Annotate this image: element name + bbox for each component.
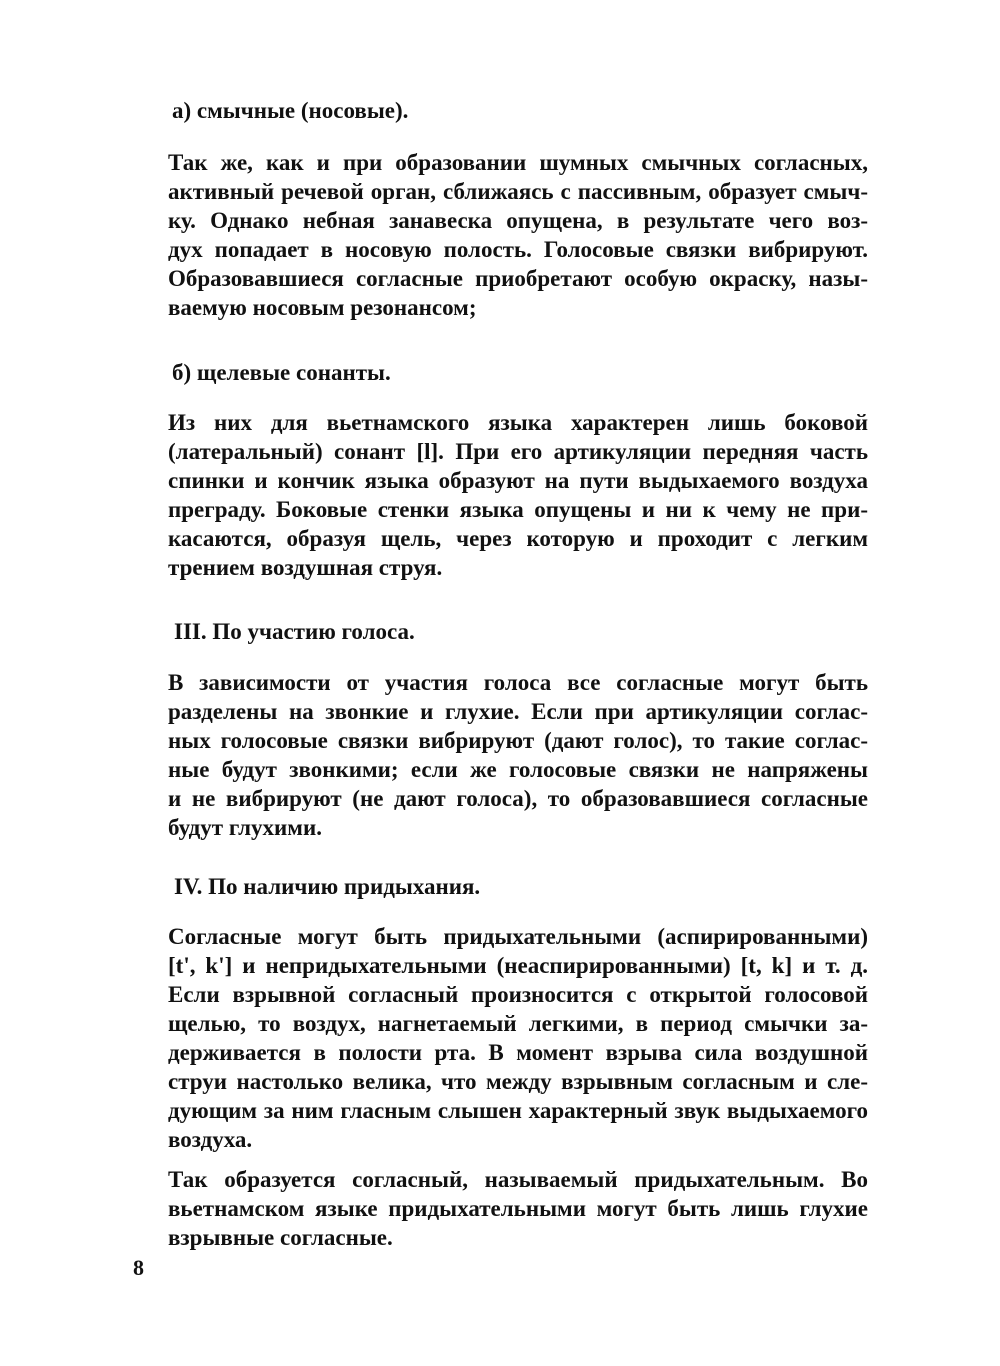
aspiration-heading: IV. По наличию придыхания. <box>174 874 481 899</box>
fricative-para-line: Из них для вьетнамского языка характерен лишь боковой <box>168 410 868 435</box>
aspiration-para-line: [t', k'] и непридыхательными (неаспирированными) [t, k] и т. д. <box>168 953 868 978</box>
voice-para-line: будут глухими. <box>168 815 322 840</box>
nasal-para-line: ку. Однако небная занавеска опущена, в результате чего воз- <box>168 208 868 233</box>
nasal-para-line: активный речевой орган, сближаясь с пассивным, образует смыч- <box>168 179 868 204</box>
fricative-heading: б) щелевые сонанты. <box>172 360 391 385</box>
aspiration-para-line: Если взрывной согласный произносится с открытой голосовой <box>168 982 868 1007</box>
nasal-para-line: Образовавшиеся согласные приобретают особую окраску, назы- <box>168 266 868 291</box>
nasal-para-line: Так же, как и при образовании шумных смычных согласных, <box>168 150 868 175</box>
aspiration-para-line: струи настолько велика, что между взрывным согласным и сле- <box>168 1069 868 1094</box>
fricative-para-line: преграду. Боковые стенки языка опущены и ни к чему не при- <box>168 497 868 522</box>
nasal-para-line: дух попадает в носовую полость. Голосовые связки вибрируют. <box>168 237 868 262</box>
aspiration-para-line: Согласные могут быть придыхательными (аспирированными) <box>168 924 868 949</box>
aspiration-para-line: держивается в полости рта. В момент взрыва сила воздушной <box>168 1040 868 1065</box>
fricative-para-line: (латеральный) сонант [l]. При его артикуляции передняя часть <box>168 439 868 464</box>
fricative-para-line: спинки и кончик языка образуют на пути выдыхаемого воздуха <box>168 468 868 493</box>
voice-heading: III. По участию голоса. <box>174 619 415 644</box>
aspiration-para-line: щелью, то воздух, нагнетаемый легкими, в период смычки за- <box>168 1011 868 1036</box>
voice-para-line: ные будут звонкими; если же голосовые связки не напряжены <box>168 757 868 782</box>
conclusion-para-line: вьетнамском языке придыхательными могут быть лишь глухие <box>168 1196 868 1221</box>
conclusion-para-line: Так образуется согласный, называемый придыхательным. Во <box>168 1167 868 1192</box>
voice-para-line: и не вибрируют (не дают голоса), то образовавшиеся согласные <box>168 786 868 811</box>
voice-para-line: разделены на звонкие и глухие. Если при артикуляции соглас- <box>168 699 868 724</box>
nasal-heading: а) смычные (носовые). <box>172 98 409 123</box>
conclusion-para-line: взрывные согласные. <box>168 1225 393 1250</box>
fricative-para-line: трением воздушная струя. <box>168 555 443 580</box>
nasal-para-line: ваемую носовым резонансом; <box>168 295 477 320</box>
voice-para-line: В зависимости от участия голоса все согласные могут быть <box>168 670 868 695</box>
aspiration-para-line: дующим за ним гласным слышен характерный звук выдыхаемого <box>168 1098 868 1123</box>
aspiration-para-line: воздуха. <box>168 1127 253 1152</box>
voice-para-line: ных голосовые связки вибрируют (дают голос), то такие соглас- <box>168 728 868 753</box>
fricative-para-line: касаются, образуя щель, через которую и проходит с легким <box>168 526 868 551</box>
page-number: 8 <box>133 1255 144 1280</box>
